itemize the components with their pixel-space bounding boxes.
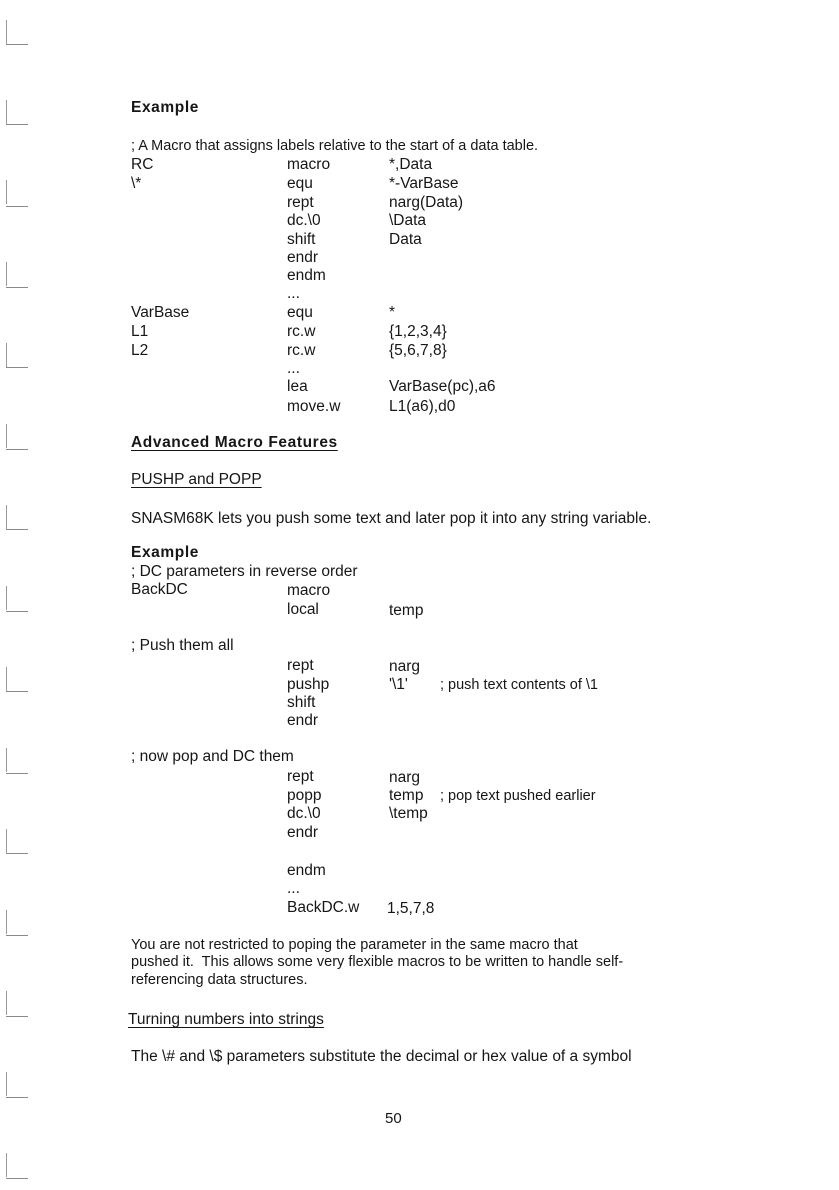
code-arg: narg(Data) <box>389 194 464 211</box>
code-op: endr <box>287 249 319 266</box>
code-op: dc.\0 <box>287 212 321 229</box>
code-op: rept <box>287 194 314 211</box>
code-op: endm <box>287 862 326 879</box>
code-arg: '\1' <box>389 676 408 693</box>
code-op: rc.w <box>287 342 316 359</box>
subsection-pushp-popp: PUSHP and POPP <box>131 471 262 488</box>
code-op: rept <box>287 768 314 785</box>
page-number: 50 <box>385 1110 402 1127</box>
code-comment: ; DC parameters in reverse order <box>131 563 358 580</box>
section-title: Advanced Macro Features <box>131 434 338 451</box>
code-comment: ; now pop and DC them <box>131 748 294 765</box>
code-arg: *-VarBase <box>389 175 459 192</box>
subsection-numbers-to-strings: Turning numbers into strings <box>128 1011 324 1028</box>
code-op: local <box>287 601 319 618</box>
code-op: popp <box>287 787 322 804</box>
code-arg: {5,6,7,8} <box>389 342 447 359</box>
code-arg: narg <box>389 769 421 786</box>
code-ellipsis: ... <box>287 285 300 302</box>
code-op: macro <box>287 582 331 599</box>
binding-edge <box>0 0 40 1190</box>
code-label: L1 <box>131 323 149 340</box>
code-op: endm <box>287 267 326 284</box>
code-op: endr <box>287 712 319 729</box>
code-comment: ; push text contents of \1 <box>440 677 598 693</box>
code-op: rept <box>287 657 314 674</box>
code-ellipsis: ... <box>287 880 300 897</box>
intro-paragraph: SNASM68K lets you push some text and later pop it into any string variable. <box>131 510 652 527</box>
code-comment: ; pop text pushed earlier <box>440 788 596 804</box>
code-arg: {1,2,3,4} <box>389 323 447 340</box>
code-arg: 1,5,7,8 <box>387 900 435 917</box>
code-arg: Data <box>389 231 422 248</box>
code-label: RC <box>131 156 154 173</box>
code-arg: L1(a6),d0 <box>389 398 456 415</box>
code-op: endr <box>287 824 319 841</box>
code-op: dc.\0 <box>287 805 321 822</box>
code-arg: temp <box>389 602 424 619</box>
example1-heading: Example <box>131 99 199 116</box>
code-comment: ; Push them all <box>131 637 234 654</box>
code-op: pushp <box>287 676 330 693</box>
code-op: macro <box>287 156 331 173</box>
code-op: equ <box>287 175 313 192</box>
example2-heading: Example <box>131 544 199 561</box>
code-label: VarBase <box>131 304 190 321</box>
code-label: \* <box>131 175 142 192</box>
code-arg: \temp <box>389 805 428 822</box>
code-arg: narg <box>389 658 421 675</box>
paragraph-line: pushed it. This allows some very flexible macros to be written to handle self- <box>131 954 624 970</box>
paragraph-line: referencing data structures. <box>131 972 308 988</box>
code-op: lea <box>287 378 308 395</box>
code-op: shift <box>287 231 316 248</box>
code-arg: temp <box>389 787 424 804</box>
code-op: BackDC.w <box>287 899 360 916</box>
code-op: equ <box>287 304 313 321</box>
code-ellipsis: ... <box>287 360 300 377</box>
example1-comment: ; A Macro that assigns labels relative to the start of a data table. <box>131 138 539 154</box>
code-label: L2 <box>131 342 149 359</box>
code-arg: \Data <box>389 212 427 229</box>
code-arg: * <box>389 304 396 321</box>
code-label: BackDC <box>131 581 188 598</box>
code-op: move.w <box>287 398 341 415</box>
code-arg: VarBase(pc),a6 <box>389 378 496 395</box>
code-op: shift <box>287 694 316 711</box>
paragraph-line: You are not restricted to poping the parameter in the same macro that <box>131 937 578 953</box>
code-arg: *,Data <box>389 156 433 173</box>
last-line: The \# and \$ parameters substitute the decimal or hex value of a symbol <box>131 1048 632 1065</box>
code-op: rc.w <box>287 323 316 340</box>
